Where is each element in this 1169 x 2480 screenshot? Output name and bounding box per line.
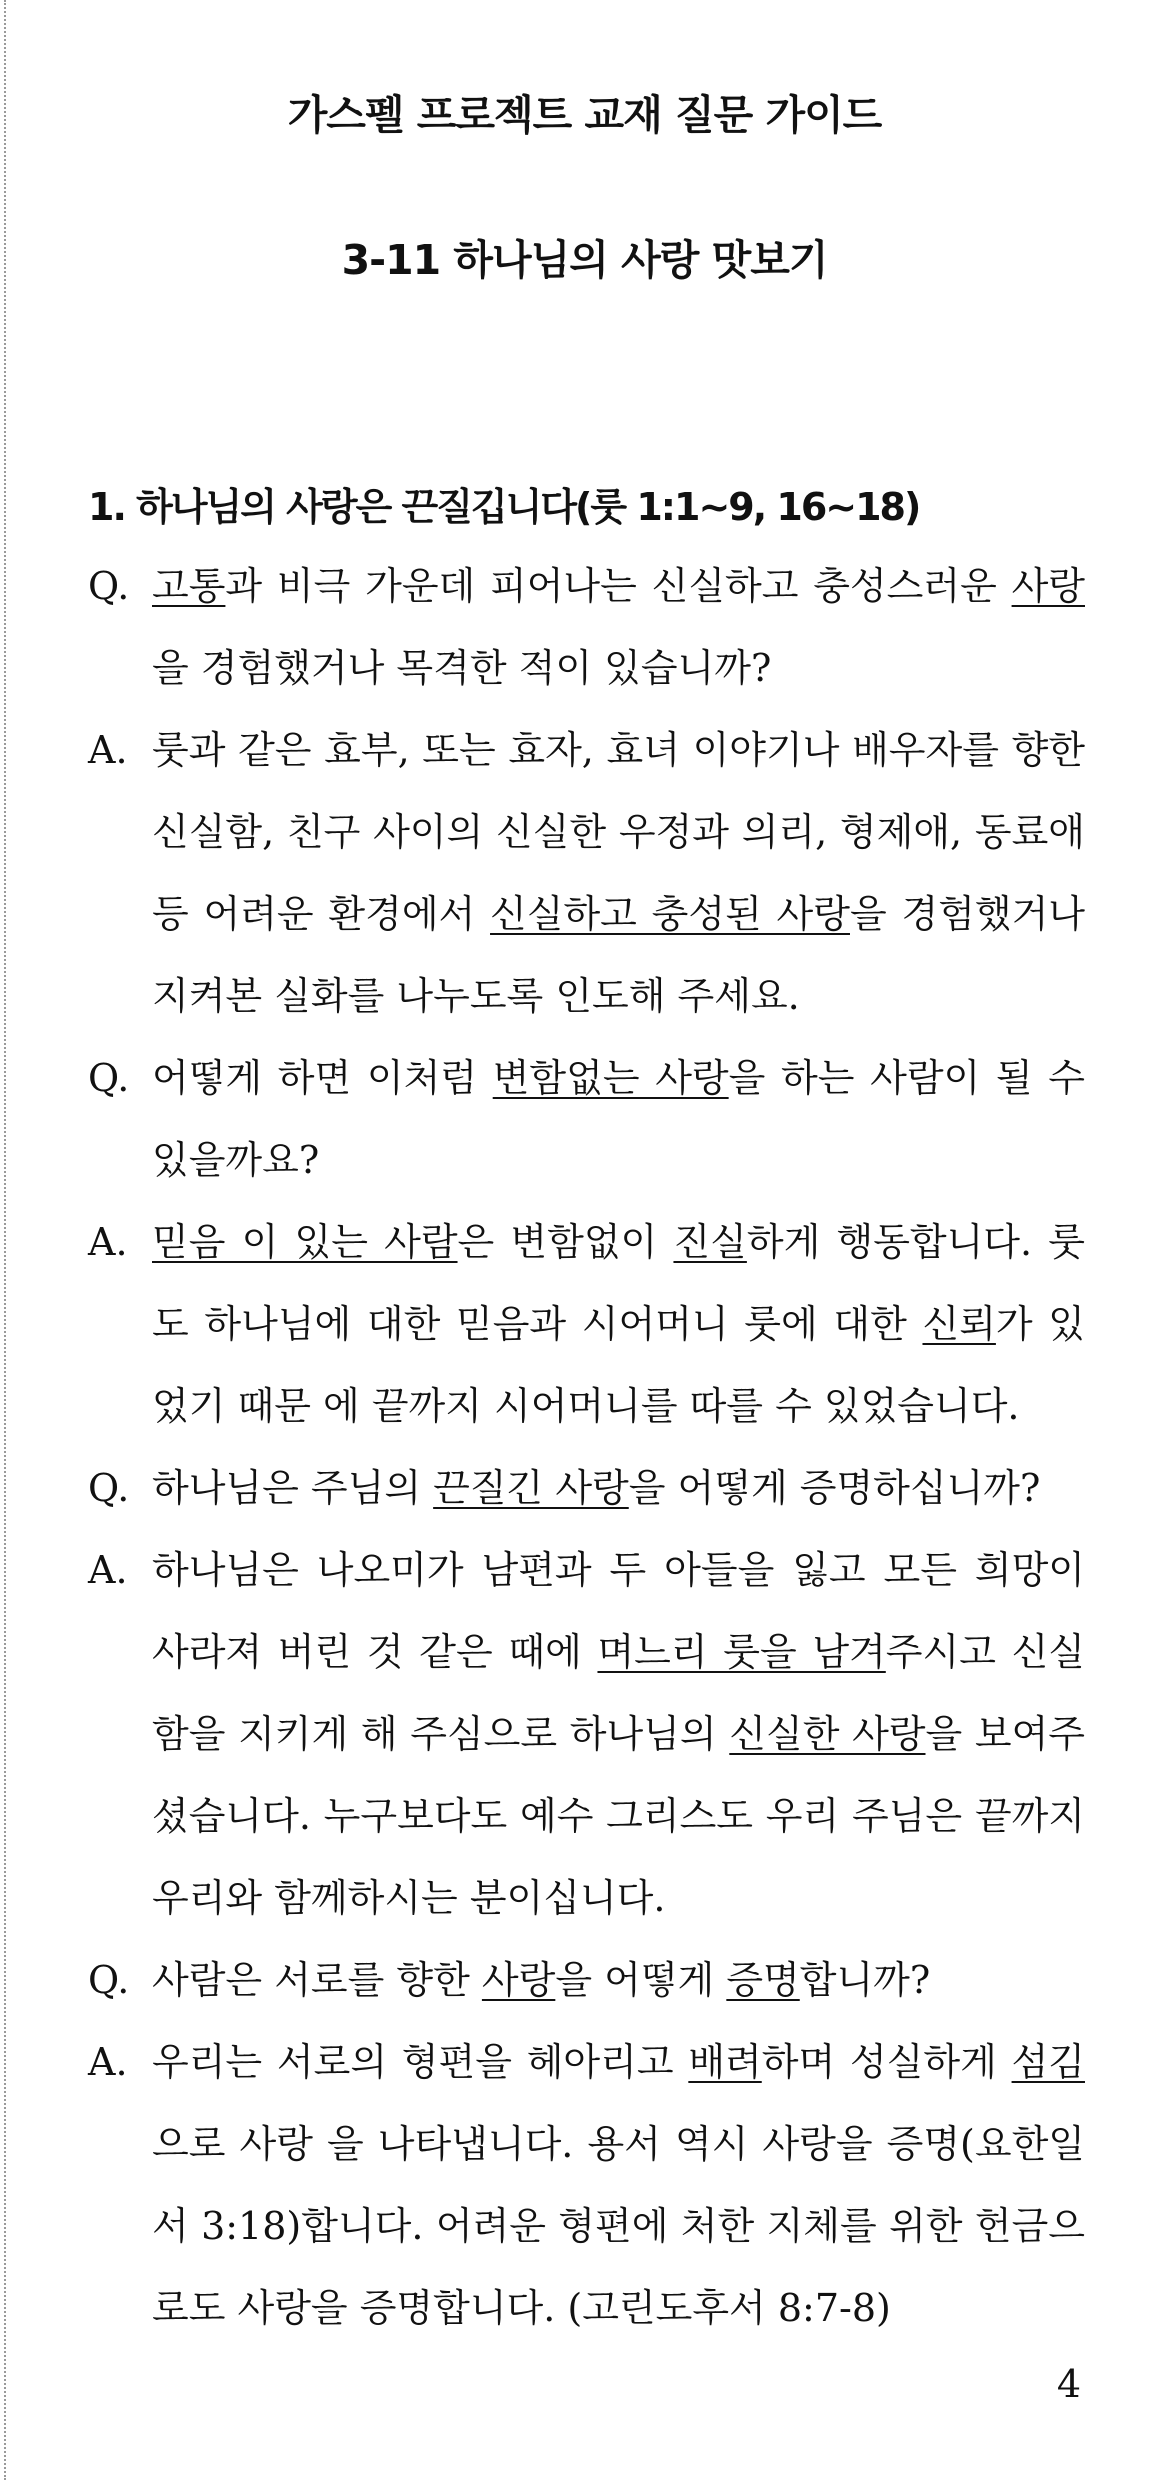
text-segment: 을 보여주셨습니다. 누구보다도 예수 그리스도 우리 주님은 끝까지 우리와 함께하시는 분이십니다. — [152, 1712, 1086, 1920]
text-segment: 과 비극 가운데 피어나는 신실하고 충성스러운 — [225, 564, 1012, 608]
question-marker: Q. — [88, 1466, 130, 1510]
qa-text — [152, 728, 1085, 1018]
question-item — [88, 1939, 1085, 2021]
qa-text — [152, 564, 1085, 690]
text-segment: 은 변함없이 — [457, 1220, 674, 1264]
text-segment: 을 경험했거나 목격한 적이 있습니까? — [152, 646, 772, 690]
qa-text — [152, 2040, 1085, 2330]
underlined-phrase: 끈질긴 사랑 — [433, 1466, 629, 1510]
text-segment: 으로 사랑 을 나타냅니다. 용서 역시 사랑을 증명(요한일서 3:18)합니다. 어려운 형편에 처한 지체를 위한 헌금으 로도 사랑을 증명합니다. (고린도후서 8:7-8) — [152, 2122, 1085, 2330]
qa-text — [152, 1548, 1085, 1920]
text-segment: 합니까? — [799, 1958, 931, 2002]
underlined-phrase: 섬김 — [1011, 2040, 1085, 2084]
text-segment: 하나님은 주님의 — [152, 1466, 434, 1510]
question-item — [88, 1037, 1085, 1201]
text-segment: 하게 행동합니다. 룻도 하나님에 대한 믿음과 시어머니 룻에 대한 — [152, 1220, 1085, 1346]
underlined-phrase: 며느리 룻을 남겨 — [597, 1630, 886, 1674]
underlined-phrase: 신실하고 충성된 사랑 — [490, 892, 850, 936]
answer-marker: A. — [88, 2040, 128, 2084]
question-marker: Q. — [88, 1958, 130, 2002]
answer-marker: A. — [88, 1548, 128, 1592]
text-segment: 사람은 서로를 향한 — [152, 1958, 482, 2002]
underlined-phrase: 신뢰 — [922, 1302, 996, 1346]
section-heading: 1. 하나님의 사랑은 끈질깁니다(룻 1:1~9, 16~18) — [88, 485, 920, 529]
text-segment: 주시고 신실함을 지키게 해 주심으로 하나님의 — [152, 1630, 1085, 1756]
text-segment: 가 있었기 때문 에 끝까지 시어머니를 따를 수 있었습니다. — [152, 1302, 1085, 1428]
qa-text — [152, 1466, 1040, 1510]
answer-item — [88, 2021, 1085, 2349]
underlined-phrase: 신실한 사랑 — [729, 1712, 926, 1756]
qa-list — [88, 545, 1085, 2349]
text-segment: 하나님은 나오미가 남편과 두 아들을 잃고 모든 희망이 사라져 버린 것 같은 때에 — [152, 1548, 1085, 1674]
underlined-phrase: 사랑 — [481, 1958, 556, 2002]
text-segment: 어떻게 하면 이처럼 — [152, 1056, 493, 1100]
question-marker: Q. — [88, 1056, 130, 1100]
answer-marker: A. — [88, 728, 128, 772]
text-segment: 을 어떻게 — [555, 1958, 727, 2002]
qa-text — [152, 1958, 930, 2002]
text-segment: 을 어떻게 증명하십니까? — [628, 1466, 1041, 1510]
underlined-phrase: 변함없는 사랑 — [492, 1056, 729, 1100]
answer-item — [88, 709, 1085, 1037]
qa-text — [152, 1220, 1085, 1428]
page-left-border — [4, 0, 6, 2480]
lesson-title: 3-11 하나님의 사랑 맛보기 — [341, 236, 828, 284]
text-segment: 을 하는 사람이 될 수 있을까요? — [152, 1056, 1086, 1182]
answer-marker: A. — [88, 1220, 128, 1264]
text-segment: 룻과 같은 효부, 또는 효자, 효녀 이야기나 배우자를 향한 신실함, 친구 사이의 신실한 우정과 의리, 형제애, 동료애 등 어려운 환경에서 — [152, 728, 1085, 936]
question-item — [88, 1447, 1085, 1529]
answer-item — [88, 1201, 1085, 1447]
underlined-phrase: 사랑 — [1011, 564, 1085, 608]
underlined-phrase: 진실 — [673, 1220, 747, 1264]
text-segment: 우리는 서로의 형편을 헤아리고 — [152, 2040, 689, 2084]
page-number: 4 — [1056, 2362, 1081, 2406]
text-segment: 을 경험했거나 지켜본 실화를 나누도록 인도해 주세요. — [152, 892, 1086, 1018]
answer-item — [88, 1529, 1085, 1939]
underlined-phrase: 믿음 이 있는 사람 — [152, 1220, 458, 1264]
underlined-phrase: 고통 — [152, 564, 226, 608]
text-segment: 하며 성실하게 — [761, 2040, 1012, 2084]
underlined-phrase: 배려 — [688, 2040, 762, 2084]
qa-text — [152, 1056, 1085, 1182]
guide-title: 가스펠 프로젝트 교재 질문 가이드 — [287, 91, 882, 139]
question-marker: Q. — [88, 564, 130, 608]
underlined-phrase: 증명 — [726, 1958, 800, 2002]
question-item — [88, 545, 1085, 709]
